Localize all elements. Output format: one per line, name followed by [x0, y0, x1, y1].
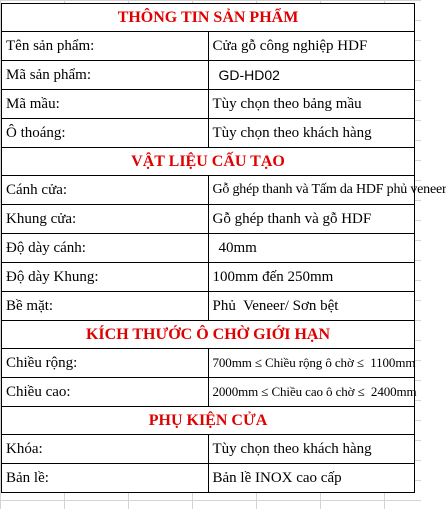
- width-label[interactable]: Chiều rộng:: [2, 349, 209, 378]
- height-value[interactable]: 2000mm ≤ Chiều cao ô chờ ≤ 2400mm: [208, 378, 415, 407]
- section-title-accessories[interactable]: PHỤ KIỆN CỬA: [2, 407, 415, 435]
- door-frame-value[interactable]: Gỗ ghép thanh và gỗ HDF: [208, 205, 415, 234]
- width-value[interactable]: 700mm ≤ Chiều rộng ô chờ ≤ 1100mm: [208, 349, 415, 378]
- lock-label[interactable]: Khóa:: [2, 435, 209, 464]
- section-row: [2, 4, 415, 32]
- table-row: [2, 32, 415, 61]
- color-code-label[interactable]: Mã mầu:: [2, 90, 209, 119]
- lock-value[interactable]: Tùy chọn theo khách hàng: [208, 435, 415, 464]
- hinge-label[interactable]: Bản lề:: [2, 464, 209, 493]
- section-row: [2, 148, 415, 176]
- product-name-label[interactable]: Tên sản phẩm:: [2, 32, 209, 61]
- color-code-value[interactable]: Tùy chọn theo bảng mầu: [208, 90, 415, 119]
- table-row: [2, 464, 415, 493]
- vent-value[interactable]: Tùy chọn theo khách hàng: [208, 119, 415, 148]
- height-label[interactable]: Chiều cao:: [2, 378, 209, 407]
- section-title-materials[interactable]: VẬT LIỆU CẤU TẠO: [2, 148, 415, 176]
- section-row: [2, 407, 415, 435]
- table-row: [2, 378, 415, 407]
- frame-thickness-label[interactable]: Độ dày Khung:: [2, 263, 209, 292]
- section-row: [2, 321, 415, 349]
- table-row: [2, 205, 415, 234]
- door-frame-label[interactable]: Khung cửa:: [2, 205, 209, 234]
- table-row: [2, 234, 415, 263]
- leaf-thickness-label[interactable]: Độ dày cánh:: [2, 234, 209, 263]
- table-row: [2, 263, 415, 292]
- product-spec-table: [1, 3, 446, 493]
- surface-label[interactable]: Bề mặt:: [2, 292, 209, 321]
- section-title-size-limits[interactable]: KÍCH THƯỚC Ô CHỜ GIỚI HẠN: [2, 321, 415, 349]
- hinge-value[interactable]: Bản lề INOX cao cấp: [208, 464, 415, 493]
- section-title-product-info[interactable]: THÔNG TIN SẢN PHẨM: [2, 4, 415, 32]
- frame-thickness-value[interactable]: 100mm đến 250mm: [208, 263, 415, 292]
- table-row: [2, 61, 415, 90]
- door-leaf-value[interactable]: Gỗ ghép thanh và Tấm da HDF phủ veneer: [208, 176, 415, 205]
- leaf-thickness-value[interactable]: 40mm: [208, 234, 415, 263]
- table-row: [2, 119, 415, 148]
- table-row: [2, 90, 415, 119]
- vent-label[interactable]: Ô thoáng:: [2, 119, 209, 148]
- table-row: [2, 292, 415, 321]
- product-name-value[interactable]: Cửa gỗ công nghiệp HDF: [208, 32, 415, 61]
- product-code-value[interactable]: GD-HD02: [208, 61, 415, 90]
- product-code-label[interactable]: Mã sản phẩm:: [2, 61, 209, 90]
- table-row: [2, 435, 415, 464]
- table-row: [2, 176, 415, 205]
- door-leaf-label[interactable]: Cánh cửa:: [2, 176, 209, 205]
- surface-value[interactable]: Phủ Veneer/ Sơn bệt: [208, 292, 415, 321]
- table-row: [2, 349, 415, 378]
